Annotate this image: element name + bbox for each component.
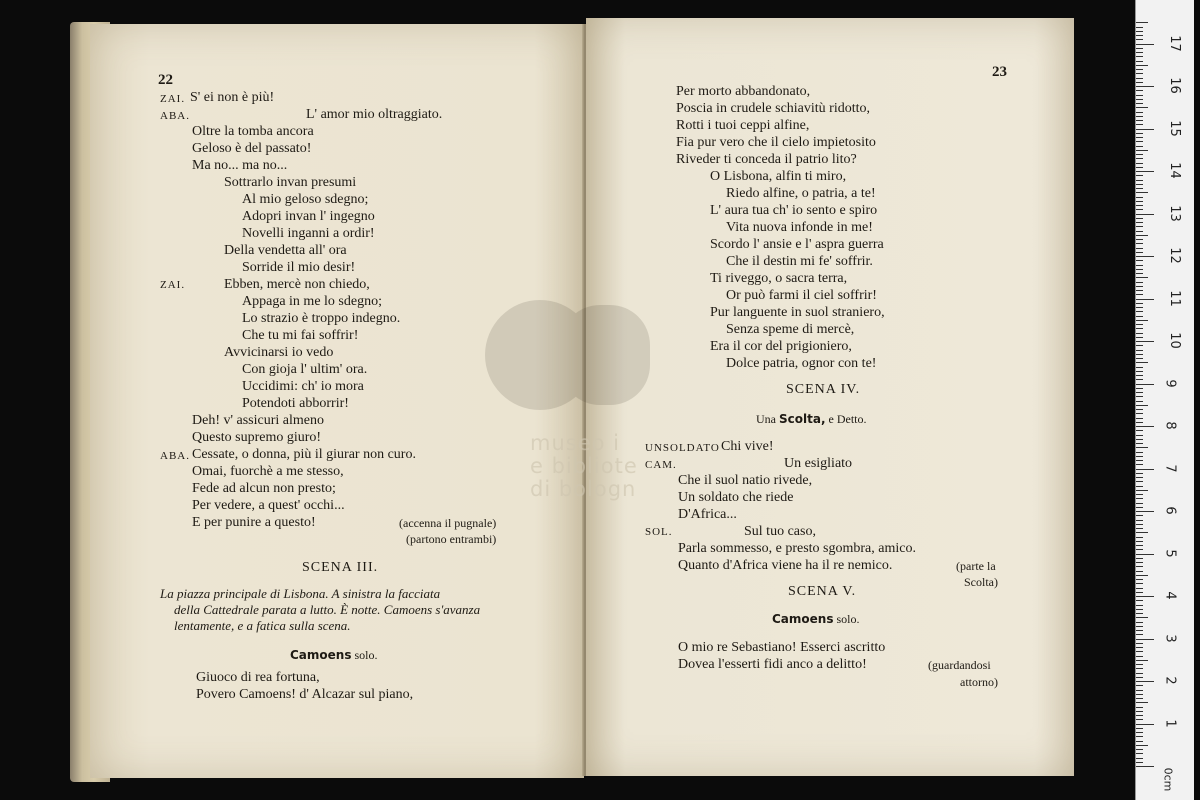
ruler-tick: [1136, 184, 1143, 185]
ruler-tick: [1136, 401, 1143, 402]
stage-direction: Scolta): [964, 575, 998, 589]
ruler-tick: [1136, 673, 1143, 674]
ruler-tick: [1136, 456, 1143, 457]
ruler-tick: [1136, 736, 1143, 737]
ruler-tick: [1136, 371, 1143, 372]
ruler-tick: [1136, 473, 1143, 474]
stage-direction: attorno): [960, 675, 998, 689]
character-note: solo.: [354, 648, 378, 662]
stage-direction: (accenna il pugnale): [399, 516, 497, 530]
ruler-tick: [1136, 664, 1143, 665]
ruler-tick: [1136, 435, 1143, 436]
verse-line: Riveder ti conceda il patrio lito?: [676, 152, 857, 167]
verse-line: Un esigliato: [784, 456, 853, 471]
ruler-tick: [1136, 660, 1148, 661]
ruler-tick: [1136, 73, 1143, 74]
ruler-number: 15: [1166, 119, 1182, 137]
ruler-tick: [1136, 120, 1143, 121]
ruler-number: 9: [1162, 378, 1178, 388]
verse-line: Vita nuova infonde in me!: [726, 220, 873, 235]
watermark-line: e bibliote: [530, 454, 638, 478]
ruler-tick: [1136, 222, 1143, 223]
speaker-label: ZAI.: [160, 279, 186, 291]
ruler-tick: [1136, 65, 1148, 66]
ruler-tick: [1136, 464, 1143, 465]
verse-line: Ebben, mercè non chiedo,: [224, 277, 370, 292]
ruler-tick: [1136, 324, 1143, 325]
verse-line: L' amor mio oltraggiato.: [306, 107, 443, 122]
character-entry: [756, 412, 867, 427]
ruler-tick: [1136, 311, 1143, 312]
ruler-tick: [1136, 61, 1143, 62]
ruler-tick: [1136, 141, 1143, 142]
right-page: [586, 18, 1074, 776]
ruler-tick: [1136, 745, 1148, 746]
ruler-tick: [1136, 749, 1143, 750]
verse-line: Novelli inganni a ordir!: [242, 226, 375, 241]
ruler-tick: [1136, 252, 1143, 253]
ruler-tick: [1136, 694, 1143, 695]
ruler-tick: [1136, 426, 1154, 427]
verse-line: Ma no... ma no...: [192, 158, 288, 173]
verse-line: Deh! v' assicuri almeno: [192, 413, 324, 428]
ruler-tick: [1136, 702, 1148, 703]
character-note: e Detto.: [828, 412, 867, 426]
ruler-tick: [1136, 188, 1143, 189]
verse-line: Quanto d'Africa viene ha il re nemico.: [678, 558, 893, 573]
ruler-number: 2: [1162, 676, 1178, 685]
verse-line: Geloso è del passato!: [192, 141, 312, 156]
ruler-tick: [1136, 197, 1143, 198]
ruler-tick: [1136, 460, 1143, 461]
verse-line: Dovea l'esserti fidi anco a delitto!: [678, 657, 867, 672]
ruler-tick: [1136, 753, 1143, 754]
ruler-tick: [1136, 294, 1143, 295]
ruler-tick: [1136, 90, 1143, 91]
ruler-tick: [1136, 239, 1143, 240]
ruler-tick: [1136, 171, 1154, 172]
ruler-tick: [1136, 668, 1143, 669]
ruler-tick: [1136, 256, 1154, 257]
verse-line: Povero Camoens! d' Alcazar sul piano,: [196, 687, 414, 702]
ruler-tick: [1136, 719, 1143, 720]
ruler-tick: [1136, 286, 1143, 287]
verse-line: Or può farmi il ciel soffrir!: [726, 288, 877, 303]
ruler-tick: [1136, 95, 1143, 96]
ruler-tick: [1136, 201, 1143, 202]
character-name: Camoens: [772, 612, 834, 626]
ruler-tick: [1136, 362, 1148, 363]
verse-line: Avvicinarsi io vedo: [224, 345, 334, 360]
ruler-tick: [1136, 150, 1148, 151]
verse-line: Della vendetta all' ora: [224, 243, 347, 258]
verse-line: Sorride il mio desir!: [242, 260, 356, 275]
ruler-number: 6: [1162, 506, 1178, 515]
ruler-tick: [1136, 316, 1143, 317]
ruler-tick: [1136, 566, 1143, 567]
ruler-tick: [1136, 396, 1143, 397]
verse-line: O mio re Sebastiano! Esserci ascritto: [678, 640, 886, 655]
verse-line: Era il cor del prigioniero,: [710, 339, 852, 354]
verse-line: Giuoco di rea fortuna,: [196, 670, 320, 685]
character-note: solo.: [836, 612, 860, 626]
ruler-number: 14: [1166, 162, 1182, 179]
ruler-tick: [1136, 524, 1143, 525]
verse-line: Potendoti abborrir!: [242, 396, 349, 411]
ruler-tick: [1136, 273, 1143, 274]
ruler-tick: [1136, 82, 1143, 83]
ruler-tick: [1136, 345, 1143, 346]
ruler-tick: [1136, 129, 1154, 130]
ruler-tick: [1136, 56, 1143, 57]
ruler-tick: [1136, 107, 1148, 108]
ruler-tick: [1136, 639, 1154, 640]
ruler-tick: [1136, 243, 1143, 244]
ruler-tick: [1136, 528, 1143, 529]
ruler-tick: [1136, 350, 1143, 351]
ruler-tick: [1136, 86, 1154, 87]
ruler-tick: [1136, 469, 1154, 470]
speaker-label: CAM.: [645, 459, 677, 471]
ruler-tick: [1136, 600, 1143, 601]
ruler-tick: [1136, 320, 1148, 321]
ruler-tick: [1136, 39, 1143, 40]
verse-line: Dolce patria, ognor con te!: [726, 356, 877, 371]
ruler-tick: [1136, 503, 1143, 504]
ruler-tick: [1136, 116, 1143, 117]
verse-line: Cessate, o donna, più il giurar non curo.: [192, 447, 416, 462]
verse-line: Che il suol natio rivede,: [678, 473, 813, 488]
ruler-tick: [1136, 367, 1143, 368]
ruler-tick: [1136, 124, 1143, 125]
ruler-tick: [1136, 656, 1143, 657]
ruler-tick: [1136, 133, 1143, 134]
ruler-tick: [1136, 146, 1143, 147]
ruler-tick: [1136, 265, 1143, 266]
ruler-tick: [1136, 48, 1143, 49]
ruler-tick: [1136, 226, 1143, 227]
ruler-tick: [1136, 481, 1143, 482]
ruler-tick: [1136, 439, 1143, 440]
verse-line: Appaga in me lo sdegno;: [242, 294, 382, 309]
ruler-tick: [1136, 277, 1148, 278]
verse-line: Riedo alfine, o patria, a te!: [726, 186, 876, 201]
ruler-tick: [1136, 609, 1143, 610]
page-number: 22: [158, 72, 173, 88]
ruler-tick: [1136, 724, 1154, 725]
speaker-label: ZAI.: [160, 93, 186, 105]
ruler-tick: [1136, 154, 1143, 155]
ruler-tick: [1136, 647, 1143, 648]
ruler-tick: [1136, 677, 1143, 678]
ruler-number: 7: [1162, 463, 1178, 473]
ruler-tick: [1136, 103, 1143, 104]
ruler-tick: [1136, 341, 1154, 342]
ruler-number: 13: [1166, 204, 1182, 222]
verse-line: Questo supremo giuro!: [192, 430, 322, 445]
ruler-tick: [1136, 643, 1143, 644]
ruler-tick: [1136, 741, 1143, 742]
ruler-tick: [1136, 711, 1143, 712]
ruler-tick: [1136, 282, 1143, 283]
ruler-tick: [1136, 626, 1143, 627]
ruler-tick: [1136, 31, 1143, 32]
verse-line: Senza speme di mercè,: [726, 322, 855, 337]
ruler-tick: [1136, 634, 1143, 635]
verse-line: S' ei non è più!: [190, 90, 275, 105]
ruler-tick: [1136, 728, 1143, 729]
ruler-unit: 0cm: [1161, 767, 1175, 792]
ruler-tick: [1136, 137, 1143, 138]
ruler-tick: [1136, 69, 1143, 70]
ruler-tick: [1136, 515, 1143, 516]
ruler-tick: [1136, 214, 1154, 215]
ruler-tick: [1136, 418, 1143, 419]
ruler-number: 5: [1162, 548, 1178, 558]
ruler-tick: [1136, 260, 1143, 261]
verse-line: Chi vive!: [721, 439, 774, 454]
ruler-tick: [1136, 715, 1143, 716]
ruler-tick: [1136, 681, 1154, 682]
ruler-tick: [1136, 175, 1143, 176]
scene-heading: SCENA V.: [788, 584, 857, 599]
character-note: Una: [756, 412, 776, 426]
ruler-tick: [1136, 532, 1148, 533]
verse-line: Ti riveggo, o sacra terra,: [710, 271, 848, 286]
verse-line: Adopri invan l' ingegno: [242, 209, 375, 224]
ruler-tick: [1136, 575, 1148, 576]
ruler-tick: [1136, 477, 1143, 478]
ruler-tick: [1136, 605, 1143, 606]
ruler-tick: [1136, 299, 1154, 300]
measuring-ruler: [1135, 0, 1194, 800]
speaker-label: ABA.: [160, 450, 190, 462]
ruler-tick: [1136, 630, 1143, 631]
ruler-tick: [1136, 592, 1143, 593]
ruler-tick: [1136, 337, 1143, 338]
ruler-tick: [1136, 430, 1143, 431]
ruler-tick: [1136, 307, 1143, 308]
ruler-tick: [1136, 588, 1143, 589]
ruler-tick: [1136, 762, 1143, 763]
ruler-tick: [1136, 192, 1148, 193]
ruler-tick: [1136, 409, 1143, 410]
ruler-number: 4: [1162, 591, 1178, 600]
stage-direction: (parte la: [956, 559, 996, 573]
ruler-tick: [1136, 158, 1143, 159]
verse-line: Che il destin mi fe' soffrir.: [726, 254, 873, 269]
scene-description: La piazza principale di Lisbona. A sinistra la facciata: [160, 586, 441, 601]
ruler-tick: [1136, 537, 1143, 538]
character-name: Camoens: [290, 648, 352, 662]
verse-line: Oltre la tomba ancora: [192, 124, 314, 139]
verse-line: Con gioja l' ultim' ora.: [242, 362, 368, 377]
ruler-tick: [1136, 209, 1143, 210]
watermark-line: museo i: [530, 431, 620, 455]
ruler-tick: [1136, 447, 1148, 448]
stage-direction: (partono entrambi): [406, 532, 497, 546]
scene-description: della Cattedrale parata a lutto. È notte. Camoens s'avanza: [174, 602, 481, 617]
verse-line: Poscia in crudele schiavitù ridotto,: [676, 101, 871, 116]
verse-line: Lo strazio è troppo indegno.: [242, 311, 401, 326]
ruler-tick: [1136, 549, 1143, 550]
ruler-tick: [1136, 562, 1143, 563]
ruler-tick: [1136, 167, 1143, 168]
ruler-tick: [1136, 27, 1143, 28]
page-number: 23: [992, 64, 1007, 80]
ruler-number: 3: [1162, 633, 1178, 643]
ruler-tick: [1136, 494, 1143, 495]
ruler-number: 11: [1166, 289, 1182, 307]
ruler-tick: [1136, 379, 1143, 380]
ruler-tick: [1136, 583, 1143, 584]
ruler-tick: [1136, 707, 1143, 708]
ruler-tick: [1136, 269, 1143, 270]
ruler-tick: [1136, 452, 1143, 453]
ruler-tick: [1136, 511, 1154, 512]
ruler-tick: [1136, 163, 1143, 164]
ruler-tick: [1136, 112, 1143, 113]
verse-line: Fia pur vero che il cielo impietosito: [676, 135, 876, 150]
ruler-tick: [1136, 685, 1143, 686]
ruler-tick: [1136, 698, 1143, 699]
ruler-tick: [1136, 205, 1143, 206]
verse-line: Parla sommesso, e presto sgombra, amico.: [678, 541, 916, 556]
verse-line: Sul tuo caso,: [744, 524, 816, 539]
ruler-tick: [1136, 766, 1154, 767]
ruler-tick: [1136, 443, 1143, 444]
ruler-tick: [1136, 218, 1143, 219]
verse-line: Omai, fuorchè a me stesso,: [192, 464, 344, 479]
verse-line: Scordo l' ansie e l' aspra guerra: [710, 237, 884, 252]
speaker-label: UNSOLDATO: [645, 442, 720, 454]
ruler-tick: [1136, 354, 1143, 355]
ruler-tick: [1136, 44, 1154, 45]
ruler-tick: [1136, 388, 1143, 389]
verse-line: Al mio geloso sdegno;: [242, 192, 369, 207]
ruler-tick: [1136, 758, 1143, 759]
verse-line: Sottrarlo invan presumi: [224, 175, 357, 190]
ruler-tick: [1136, 22, 1148, 23]
scene-heading: SCENA III.: [302, 560, 379, 575]
ruler-tick: [1136, 554, 1154, 555]
ruler-tick: [1136, 358, 1143, 359]
scene-heading: SCENA IV.: [786, 382, 861, 397]
ruler-number: 12: [1166, 247, 1182, 264]
ruler-tick: [1136, 622, 1143, 623]
character-entry: [290, 648, 378, 663]
verse-line: Che tu mi fai soffrir!: [242, 328, 359, 343]
scene-description: lentamente, e a fatica sulla scena.: [174, 618, 351, 633]
ruler-tick: [1136, 558, 1143, 559]
ruler-tick: [1136, 596, 1154, 597]
verse-line: Fede ad alcun non presto;: [192, 481, 336, 496]
ruler-tick: [1136, 392, 1143, 393]
verse-line: Per vedere, a quest' occhi...: [192, 498, 345, 513]
ruler-tick: [1136, 571, 1143, 572]
ruler-tick: [1136, 290, 1143, 291]
verse-line: Un soldato che riede: [678, 490, 794, 505]
ruler-tick: [1136, 507, 1143, 508]
ruler-tick: [1136, 231, 1143, 232]
ruler-tick: [1136, 384, 1154, 385]
ruler-number: 17: [1166, 34, 1182, 52]
ruler-tick: [1136, 78, 1143, 79]
verse-line: D'Africa...: [678, 507, 737, 522]
ruler-number: 10: [1166, 332, 1182, 349]
ruler-tick: [1136, 333, 1143, 334]
ruler-tick: [1136, 328, 1143, 329]
character-entry: [772, 612, 860, 627]
ruler-tick: [1136, 541, 1143, 542]
ruler-tick: [1136, 579, 1143, 580]
ruler-tick: [1136, 52, 1143, 53]
ruler-number: 8: [1162, 421, 1178, 430]
ruler-tick: [1136, 180, 1143, 181]
verse-line: Uccidimi: ch' io mora: [242, 379, 364, 394]
ruler-tick: [1136, 422, 1143, 423]
ruler-number: 1: [1162, 718, 1178, 728]
ruler-tick: [1136, 35, 1143, 36]
ruler-tick: [1136, 651, 1143, 652]
ruler-tick: [1136, 375, 1143, 376]
verse-line: Rotti i tuoi ceppi alfine,: [676, 118, 810, 133]
ruler-tick: [1136, 486, 1143, 487]
ruler-tick: [1136, 732, 1143, 733]
ruler-tick: [1136, 498, 1143, 499]
verse-line: O Lisbona, alfin ti miro,: [710, 169, 847, 184]
stage-direction: (guardandosi: [928, 658, 991, 672]
speaker-label: SOL.: [645, 526, 673, 538]
watermark-line: di bologn: [530, 477, 637, 501]
verse-line: Per morto abbandonato,: [676, 84, 811, 99]
ruler-tick: [1136, 520, 1143, 521]
ruler-tick: [1136, 490, 1148, 491]
ruler-tick: [1136, 613, 1143, 614]
left-page: [90, 24, 584, 778]
character-name: Scolta,: [779, 412, 826, 426]
ruler-tick: [1136, 235, 1148, 236]
ruler-tick: [1136, 405, 1148, 406]
verse-line: L' aura tua ch' io sento e spiro: [710, 203, 878, 218]
ruler-tick: [1136, 690, 1143, 691]
ruler-tick: [1136, 99, 1143, 100]
speaker-label: ABA.: [160, 110, 190, 122]
ruler-tick: [1136, 617, 1148, 618]
ruler-tick: [1136, 413, 1143, 414]
ruler-tick: [1136, 545, 1143, 546]
ruler-tick: [1136, 248, 1143, 249]
ruler-number: 16: [1166, 77, 1182, 94]
ruler-tick: [1136, 303, 1143, 304]
verse-line: Pur languente in suol straniero,: [710, 305, 885, 320]
verse-line: E per punire a questo!: [192, 515, 316, 530]
